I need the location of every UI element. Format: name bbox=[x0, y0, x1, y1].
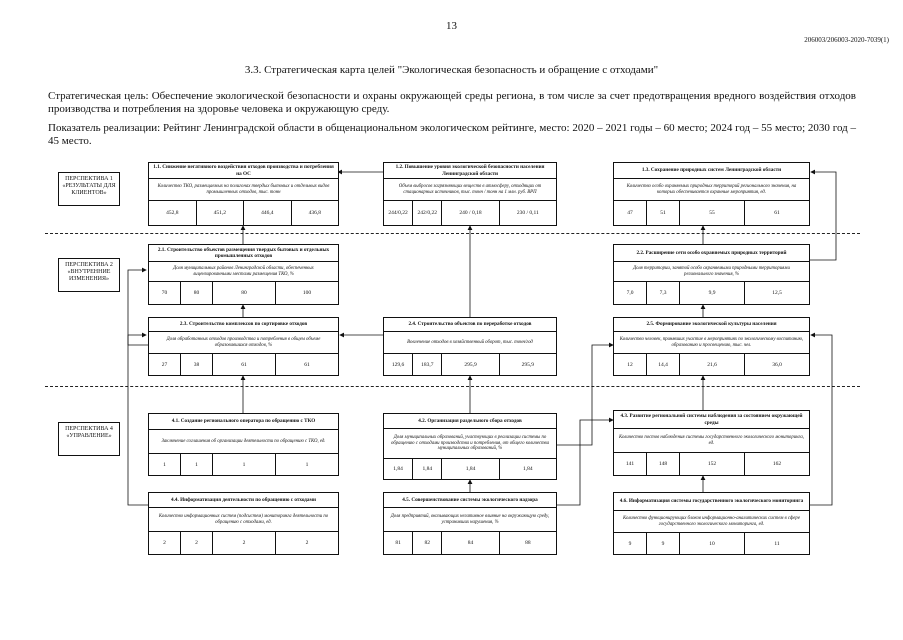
goal-value: 11 bbox=[774, 540, 780, 547]
goal-value: 242/0,22 bbox=[413, 201, 442, 225]
goal-title: 1.1. Снижение негативного воздействия отходов производства и потребления на ОС bbox=[149, 163, 338, 179]
goal-title: 4.3. Развитие региональной системы наблюдения за состоянием окружающей среды bbox=[614, 411, 809, 429]
goal-value: 100 bbox=[302, 290, 312, 296]
section-title: 3.3. Стратегическая карта целей "Экологическая безопасность и обращение с отходами" bbox=[244, 64, 659, 76]
goal-4-2 bbox=[383, 413, 557, 480]
goal-value: 47 bbox=[614, 201, 647, 225]
goal-value: 240 / 0,18 bbox=[442, 201, 499, 225]
goal-indicator: Количество информационных систем (подсистем) мониторинга деятельности по обращению с отходами, ед. bbox=[149, 508, 338, 532]
goal-value: 1 bbox=[181, 454, 213, 475]
goal-value: 84 bbox=[442, 532, 499, 554]
goal-value: 21,6 bbox=[680, 354, 745, 375]
goal-2-5 bbox=[613, 317, 810, 376]
goal-value: 12,5 bbox=[772, 290, 782, 296]
goal-4-1 bbox=[148, 413, 339, 476]
goal-2-2 bbox=[613, 244, 810, 305]
goal-2-3 bbox=[148, 317, 339, 376]
goal-value: 7,3 bbox=[647, 282, 680, 304]
goal-value: 70 bbox=[149, 282, 181, 304]
perspective-1-label: ПЕРСПЕКТИВА 1 «РЕЗУЛЬТАТЫ ДЛЯ КЛИЕНТОВ» bbox=[58, 172, 120, 206]
goal-title: 1.3. Сохранение природных систем Ленинградской области bbox=[614, 163, 809, 179]
goal-value: 1,84 bbox=[413, 459, 442, 479]
goal-value: 2 bbox=[305, 540, 309, 546]
goal-title: 2.5. Формирование экологической культуры населения bbox=[614, 318, 809, 332]
goal-value: 61 bbox=[774, 210, 780, 216]
goal-value: 61 bbox=[213, 354, 276, 375]
goal-value: 1,84 bbox=[523, 466, 533, 472]
goal-value: 244/0,22 bbox=[384, 201, 413, 225]
goal-indicator: Доля предприятий, оказывающих негативное влияние на окружающую среду, устранивших нарушения, % bbox=[384, 508, 556, 532]
goal-value: 36,0 bbox=[772, 361, 782, 368]
goal-value: 38 bbox=[181, 354, 213, 375]
goal-value: 162 bbox=[772, 461, 782, 467]
goal-1-2 bbox=[383, 162, 557, 226]
indicator-text: Показатель реализации: Рейтинг Ленинградской области в общенациональном экологическом рейтинге, место: 2020 – 2021 годы – 60 место; 2024 год – 55 место; 2030 год – 45 место. bbox=[48, 122, 856, 147]
goal-value: 80 bbox=[213, 282, 276, 304]
goal-4-6 bbox=[613, 492, 810, 555]
goal-title: 4.2. Организация раздельного сбора отходов bbox=[384, 414, 556, 429]
goal-title: 2.4. Строительство объектов по переработке отходов bbox=[384, 318, 556, 332]
goal-value: 1 bbox=[213, 454, 276, 475]
goal-title: 1.2. Повышение уровня экологической безопасности населения Ленинградской области bbox=[384, 163, 556, 179]
goal-4-5 bbox=[383, 492, 557, 555]
goal-value: 9,9 bbox=[680, 282, 745, 304]
goal-value: 10 bbox=[680, 533, 745, 554]
goal-1-1 bbox=[148, 162, 339, 226]
page-number: 13 bbox=[446, 20, 457, 32]
goal-indicator: Заключение соглашения об организации деятельности по обращению с ТКО, ед. bbox=[149, 430, 338, 454]
goal-value: 1 bbox=[149, 454, 181, 475]
goal-value: 82 bbox=[413, 532, 442, 554]
goal-value: 80 bbox=[181, 282, 213, 304]
goal-indicator: Вовлечение отходов в хозяйственный оборот, тыс. тонн/год bbox=[384, 332, 556, 354]
goal-4-4 bbox=[148, 492, 339, 555]
goal-2-4 bbox=[383, 317, 557, 376]
goal-value: 14,4 bbox=[647, 354, 680, 375]
goal-value: 141 bbox=[614, 453, 647, 475]
document-number: 206003/206003-2020-7039(1) bbox=[804, 36, 889, 44]
goal-value: 436,8 bbox=[308, 210, 321, 216]
goal-title: 2.2. Расширение сети особо охраняемых природных территорий bbox=[614, 245, 809, 262]
goal-4-3 bbox=[613, 410, 810, 476]
goal-value: 81 bbox=[384, 532, 413, 554]
goal-indicator: Количество функционирующих блоков информационно-аналитических систем в сфере государственного экологического мониторинга, ед. bbox=[614, 511, 809, 533]
goal-value: 55 bbox=[680, 201, 745, 225]
goal-value: 9 bbox=[647, 533, 680, 554]
goal-indicator: Количество человек, принявших участие в мероприятиях по экологическому воспитанию, образованию и просвещению, тыс. чел. bbox=[614, 332, 809, 354]
goal-indicator: Количество особо охраняемых природных территорий регионального значения, на которых обеспечивается охранные мероприятия, ед. bbox=[614, 179, 809, 201]
goal-1-3 bbox=[613, 162, 810, 226]
goal-value: 61 bbox=[304, 361, 310, 368]
goal-value: 27 bbox=[149, 354, 181, 375]
goal-value: 183,7 bbox=[413, 354, 442, 375]
goal-indicator: Объем выбросов загрязняющих веществ в атмосферу, отходящих от стационарных источников, тыс. тонн / тонн на 1 млн. руб. ВРП bbox=[384, 179, 556, 201]
goal-indicator: Доля обработанных отходов производства и потребления в общем объеме образовавшихся отходов, % bbox=[149, 332, 338, 354]
goal-indicator: Количество постов наблюдения системы государственного экологического мониторинга, ед. bbox=[614, 429, 809, 453]
goal-indicator: Доля территории, занятой особо охраняемыми природными территориями регионального значения, % bbox=[614, 262, 809, 282]
goal-indicator: Количество ТКО, размещаемых на полигонах твердых бытовых и отдельных видов промышленных отходов, тыс. тонн bbox=[149, 179, 338, 201]
goal-value: 9 bbox=[614, 533, 647, 554]
goal-indicator: Доля муниципальных районов Ленинградской области, обеспеченных лицензированными местами размещения ТКО, % bbox=[149, 262, 338, 282]
goal-value: 230 / 0,11 bbox=[516, 210, 539, 216]
goal-value: 12 bbox=[614, 354, 647, 375]
goal-title: 4.6. Информатизация системы государственного экологического мониторинга bbox=[614, 493, 809, 511]
goal-value: 451,2 bbox=[197, 201, 245, 225]
goal-value: 88 bbox=[525, 540, 531, 546]
goal-value: 7,0 bbox=[614, 282, 647, 304]
goal-indicator: Доля муниципальных образований, участвующих в реализации системы по обращению с отходами производства и потребления, от общего количества муниципальных образований, % bbox=[384, 429, 556, 459]
goal-value: 295,9 bbox=[521, 361, 535, 368]
goal-value: 148 bbox=[647, 453, 680, 475]
goal-title: 2.1. Строительство объектов размещения твердых бытовых и отдельных промышленных отходов bbox=[149, 245, 338, 262]
goal-value: 2 bbox=[181, 532, 213, 554]
perspective-4-label: ПЕРСПЕКТИВА 4 «УПРАВЛЕНИЕ» bbox=[58, 422, 120, 456]
goal-value: 2 bbox=[213, 532, 276, 554]
goal-title: 4.4. Информатизация деятельности по обращению с отходами bbox=[149, 493, 338, 508]
strategic-goal: Стратегическая цель: Обеспечение экологической безопасности и охраны окружающей среды региона, в том числе за счет предотвращения вредного воздействия отходов производства и потребления на здоровье человека и окружающую среду. bbox=[48, 90, 856, 115]
goal-value: 1,84 bbox=[442, 459, 499, 479]
goal-value: 152 bbox=[680, 453, 745, 475]
goal-value: 129,6 bbox=[384, 354, 413, 375]
goal-value: 2 bbox=[149, 532, 181, 554]
goal-title: 2.3. Строительство комплексов по сортировке отходов bbox=[149, 318, 338, 332]
goal-value: 446,4 bbox=[244, 201, 292, 225]
goal-value: 51 bbox=[647, 201, 680, 225]
goal-value: 452,8 bbox=[149, 201, 197, 225]
goal-title: 4.5. Совершенствование системы экологического надзора bbox=[384, 493, 556, 508]
goal-title: 4.1. Создание регионального оператора по обращению с ТКО bbox=[149, 414, 338, 430]
goal-value: 1,84 bbox=[384, 459, 413, 479]
goal-2-1 bbox=[148, 244, 339, 305]
goal-value: 1 bbox=[305, 461, 309, 468]
goal-value: 295,9 bbox=[442, 354, 499, 375]
perspective-2-label: ПЕРСПЕКТИВА 2 «ВНУТРЕННИЕ ИЗМЕНЕНИЯ» bbox=[58, 258, 120, 292]
